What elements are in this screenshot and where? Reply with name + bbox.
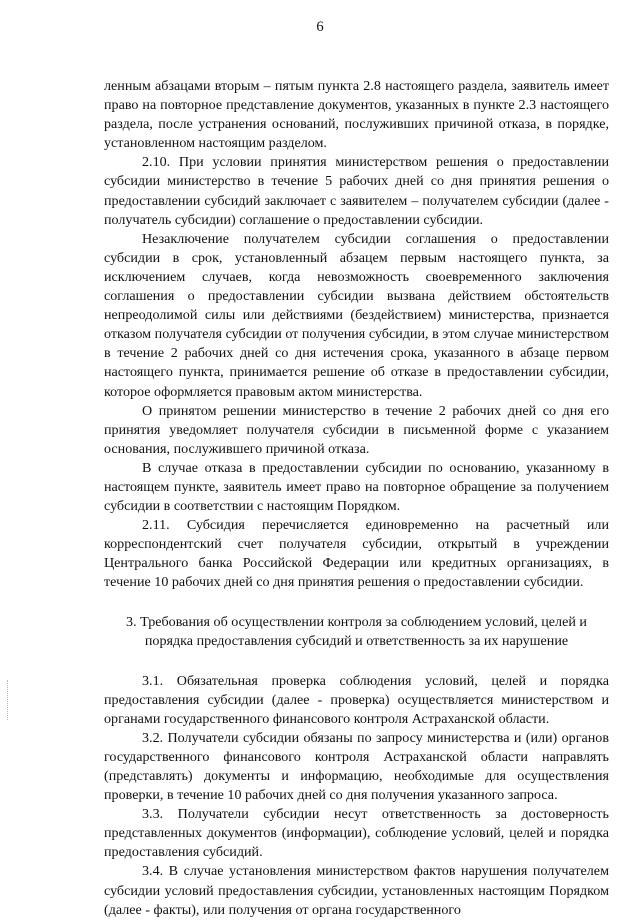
paragraph-refusal-reapply: В случае отказа в предоставлении субсидии по основанию, указанному в настоящем пункте, заявитель имеет право на повторное обращение за получением субсидии в соответствии с настоящим Порядком.	[104, 459, 609, 515]
section-3-heading	[104, 613, 609, 652]
paragraph-3-4: 3.4. В случае установления министерством фактов нарушения получателем субсидии условий предоставления субсидии, установленных настоящим Порядком (далее - факты), или получения от органа государственного	[104, 863, 609, 918]
paragraph-2-10: 2.10. При условии принятия министерством решения о предоставлении субсидии министерство в течение 5 рабочих дней со дня принятия решения о предоставлении субсидий заключает с заявителем – получателем субсидии (далее - получатель субсидии) соглашение о предоставлении субсидии.	[104, 154, 609, 228]
paragraph-non-conclusion: Незаключение получателем субсидии соглашения о предоставлении субсидии в срок, установленный абзацем первым настоящего пункта, за исключением случаев, когда невозможность своевременного заключения соглашения о предоставлении субсидии вызвана действием обстоятельств непреодолимой силы или действиями (бездействием) министерства, признается отказом получателя субсидии от получения субсидии, в этом случае министерством в течение 2 рабочих дней со дня истечения срока, указанного в абзаце первом настоящего пункта, принимается решение об отказе в предоставлении субсидии, которое оформляется правовым актом министерства.	[104, 230, 609, 400]
scan-margin-mark	[7, 680, 9, 720]
section-heading-line-2: порядка предоставления субсидий и ответственность за их нарушение	[144, 633, 569, 650]
paragraph-3-2: 3.2. Получатели субсидии обязаны по запросу министерства и (или) органов государственного финансового контроля Астраханской области направлять (представлять) документы и информацию, необходимые для осуществления проверки, в течение 10 рабочих дней со дня получения указанного запроса.	[104, 729, 609, 804]
document-body	[104, 77, 609, 920]
paragraph-2-11: 2.11. Субсидия перечисляется единовременно на расчетный или корреспондентский счет получателя субсидии, открытый в учреждении Центрального банка Российской Федерации или кредитных организациях, в течение 10 рабочих дней со дня принятия решения о предоставлении субсидии.	[104, 517, 609, 591]
section-heading-line-1: 3. Требования об осуществлении контроля за соблюдением условий, целей и	[126, 613, 587, 630]
page-number: 6	[316, 19, 324, 35]
paragraph-continuation: ленным абзацами вторым – пятым пункта 2.8 настоящего раздела, заявитель имеет право на повторное представление документов, указанных в пункте 2.3 настоящего раздела, после устранения оснований, послуживших причиной отказа, в порядке, установленном настоящим разделом.	[104, 78, 609, 152]
paragraph-notification: О принятом решении министерство в течение 2 рабочих дней со дня его принятия уведомляет получателя субсидии в письменной форме с указанием основания, послужившего причиной отказа.	[104, 402, 609, 457]
paragraph-3-1: 3.1. Обязательная проверка соблюдения условий, целей и порядка предоставления субсидии (далее - проверка) осуществляется министерством и органами государственного финансового контроля Астраханской области.	[104, 672, 609, 727]
paragraph-3-3: 3.3. Получатели субсидии несут ответственность за достоверность представленных документов (информации), соблюдение условий, целей и порядка предоставления субсидий.	[104, 806, 609, 861]
